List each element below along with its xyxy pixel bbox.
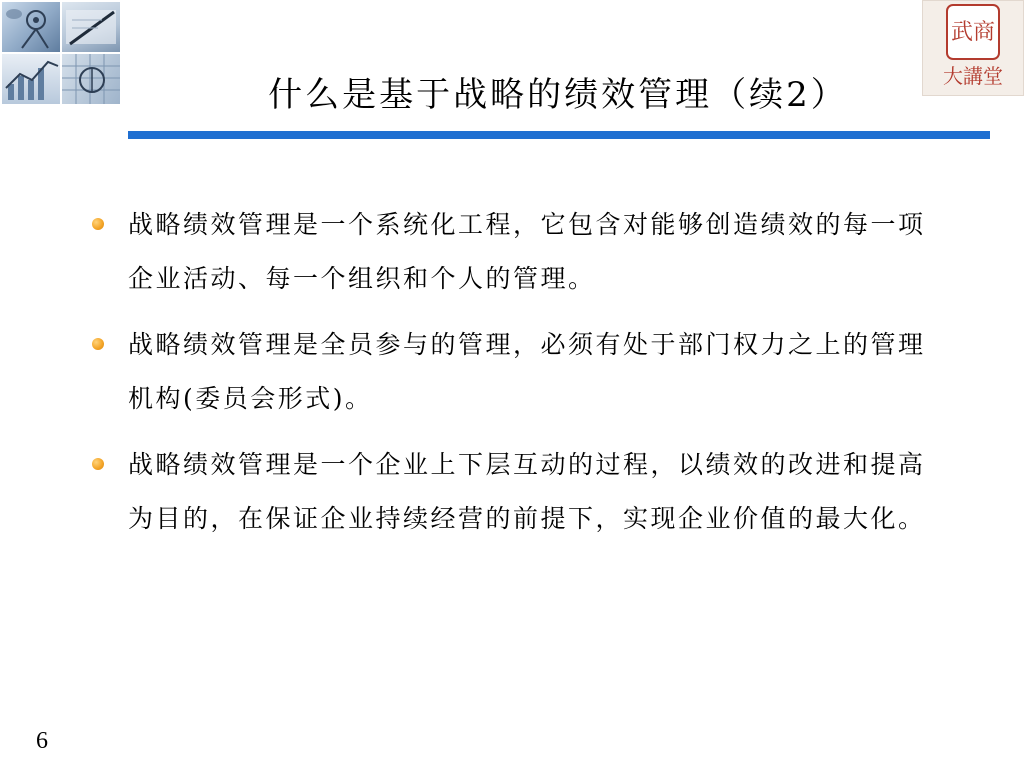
bullet-text: 战略绩效管理是一个企业上下层互动的过程，以绩效的改进和提高为目的，在保证企业持续经营的前提下，实现企业价值的最大化。 <box>128 450 926 533</box>
photo-mosaic <box>0 0 122 104</box>
bullet-text: 战略绩效管理是全员参与的管理，必须有处于部门权力之上的管理机构(委员会形式)。 <box>128 330 926 413</box>
list-item <box>84 198 934 306</box>
bullet-dot-icon <box>92 458 104 470</box>
svg-text:武商: 武商 <box>950 20 996 45</box>
compass-photo-tile <box>2 2 60 52</box>
page-number: 6 <box>36 728 48 754</box>
chart-photo-tile <box>2 54 60 104</box>
list-item <box>84 438 934 546</box>
bullet-dot-icon <box>92 218 104 230</box>
pen-photo-tile <box>62 2 120 52</box>
title-underline <box>128 131 990 139</box>
bullet-dot-icon <box>92 338 104 350</box>
svg-text:大講堂: 大講堂 <box>943 64 1003 88</box>
list-item <box>84 318 934 426</box>
slide-title: 什么是基于战略的绩效管理（续2） <box>268 75 848 115</box>
grid-photo-tile <box>62 54 120 104</box>
bullet-list <box>84 198 934 558</box>
bullet-text: 战略绩效管理是一个系统化工程，它包含对能够创造绩效的每一项企业活动、每一个组织和个人的管理。 <box>128 210 926 293</box>
